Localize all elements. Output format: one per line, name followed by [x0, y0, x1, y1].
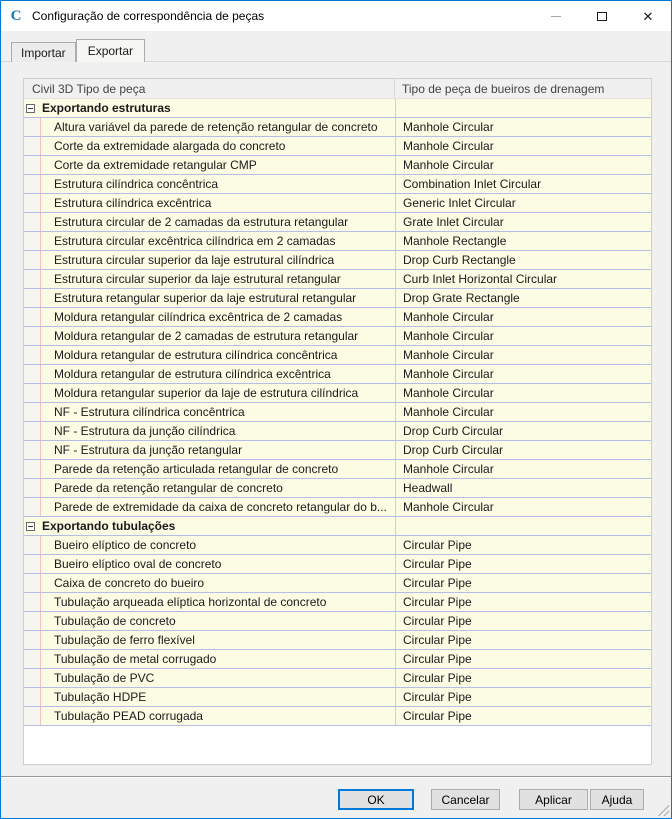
civil3d-part-cell[interactable]: Bueiro elíptico oval de concreto — [54, 557, 222, 571]
group-row — [24, 517, 651, 536]
resize-grip-icon[interactable] — [657, 804, 669, 816]
close-icon: ✕ — [642, 8, 654, 24]
table-row — [24, 574, 651, 593]
civil3d-part-cell[interactable]: Parede da retenção articulada retangular de concreto — [54, 462, 339, 476]
table-row — [24, 422, 651, 441]
civil3d-part-cell[interactable]: Moldura retangular cilíndrica excêntrica de 2 camadas — [54, 310, 343, 324]
drainage-part-cell[interactable]: Drop Curb Rectangle — [395, 251, 651, 269]
drainage-part-cell[interactable]: Manhole Circular — [395, 327, 651, 345]
row-gutter — [24, 688, 41, 706]
drainage-part-cell[interactable]: Circular Pipe — [395, 593, 651, 611]
table-row — [24, 308, 651, 327]
row-gutter — [24, 555, 41, 573]
row-gutter — [24, 498, 41, 516]
civil3d-part-cell[interactable]: Corte da extremidade alargada do concreto — [54, 139, 286, 153]
drainage-part-cell[interactable]: Manhole Circular — [395, 460, 651, 478]
drainage-part-cell[interactable]: Manhole Circular — [395, 118, 651, 136]
table-row — [24, 403, 651, 422]
group-empty-cell — [395, 99, 651, 117]
table-row — [24, 631, 651, 650]
civil3d-part-cell[interactable]: Estrutura cilíndrica concêntrica — [54, 177, 219, 191]
tab-importar[interactable]: Importar — [11, 42, 76, 62]
row-gutter — [24, 441, 41, 459]
row-gutter — [24, 631, 41, 649]
drainage-part-cell[interactable]: Circular Pipe — [395, 650, 651, 668]
row-gutter — [24, 175, 41, 193]
row-gutter — [24, 289, 41, 307]
caption-buttons — [533, 1, 671, 31]
drainage-part-cell[interactable]: Manhole Circular — [395, 498, 651, 516]
table-row — [24, 156, 651, 175]
civil3d-part-cell[interactable]: Moldura retangular de 2 camadas de estrutura retangular — [54, 329, 359, 343]
row-gutter — [24, 612, 41, 630]
civil3d-part-cell[interactable]: NF - Estrutura da junção retangular — [54, 443, 243, 457]
row-gutter — [24, 194, 41, 212]
row-gutter — [24, 707, 41, 725]
table-row — [24, 669, 651, 688]
column-header-drainage-part-type[interactable]: Tipo de peça de bueiros de drenagem — [402, 81, 605, 96]
drainage-part-cell[interactable]: Curb Inlet Horizontal Circular — [395, 270, 651, 288]
group-empty-cell — [395, 517, 651, 535]
table-row — [24, 498, 651, 517]
civil3d-part-cell[interactable]: Estrutura cilíndrica excêntrica — [54, 196, 212, 210]
civil3d-part-cell[interactable]: Estrutura circular superior da laje estrutural retangular — [54, 272, 341, 286]
row-gutter — [24, 213, 41, 231]
table-row — [24, 650, 651, 669]
group-label: Exportando tubulações — [42, 519, 176, 533]
table-row — [24, 460, 651, 479]
civil3d-part-cell[interactable]: Caixa de concreto do bueiro — [54, 576, 205, 590]
row-gutter — [24, 308, 41, 326]
table-row — [24, 175, 651, 194]
row-gutter — [24, 232, 41, 250]
drainage-part-cell[interactable]: Manhole Circular — [395, 308, 651, 326]
footer-divider — [1, 776, 671, 778]
civil3d-part-cell[interactable]: Tubulação arqueada elíptica horizontal de concreto — [54, 595, 327, 609]
tab-strip — [11, 39, 145, 62]
table-row — [24, 555, 651, 574]
civil3d-part-cell[interactable]: Tubulação HDPE — [54, 690, 147, 704]
drainage-part-cell[interactable]: Manhole Circular — [395, 346, 651, 364]
civil3d-part-cell[interactable]: Altura variável da parede de retenção retangular de concreto — [54, 120, 378, 134]
table-row — [24, 232, 651, 251]
drainage-part-cell[interactable]: Grate Inlet Circular — [395, 213, 651, 231]
row-gutter — [24, 156, 41, 174]
table-row — [24, 194, 651, 213]
drainage-part-cell[interactable]: Circular Pipe — [395, 536, 651, 554]
group-header-cell — [24, 99, 395, 117]
table-row — [24, 384, 651, 403]
civil3d-part-cell[interactable]: Tubulação de metal corrugado — [54, 652, 217, 666]
cancel-button[interactable]: Cancelar — [431, 789, 500, 810]
drainage-part-cell[interactable]: Combination Inlet Circular — [395, 175, 651, 193]
table-row — [24, 289, 651, 308]
table-row — [24, 612, 651, 631]
drainage-part-cell[interactable]: Circular Pipe — [395, 688, 651, 706]
row-gutter — [24, 479, 41, 497]
drainage-part-cell[interactable]: Manhole Circular — [395, 403, 651, 421]
row-gutter — [24, 251, 41, 269]
drainage-part-cell[interactable]: Circular Pipe — [395, 707, 651, 725]
civil3d-part-cell[interactable]: Parede de extremidade da caixa de concreto retangular do b... — [54, 500, 387, 514]
help-button[interactable]: Ajuda — [590, 789, 644, 810]
civil3d-part-cell[interactable]: Moldura retangular superior da laje de estrutura cilíndrica — [54, 386, 359, 400]
row-gutter — [24, 593, 41, 611]
civil3d-part-cell[interactable]: Estrutura retangular superior da laje estrutural retangular — [54, 291, 357, 305]
civil3d-part-cell[interactable]: Tubulação PEAD corrugada — [54, 709, 203, 723]
drainage-part-cell[interactable]: Drop Curb Circular — [395, 441, 651, 459]
drainage-part-cell[interactable]: Manhole Circular — [395, 156, 651, 174]
drainage-part-cell[interactable]: Circular Pipe — [395, 669, 651, 687]
collapse-minus-icon[interactable] — [26, 104, 35, 113]
table-row — [24, 327, 651, 346]
window-title: Configuração de correspondência de peças — [32, 9, 265, 23]
drainage-part-cell[interactable]: Manhole Rectangle — [395, 232, 651, 250]
drainage-part-cell[interactable]: Generic Inlet Circular — [395, 194, 651, 212]
row-gutter — [24, 118, 41, 136]
row-gutter — [24, 536, 41, 554]
maximize-button[interactable] — [579, 1, 625, 31]
civil3d-app-icon: C — [10, 8, 22, 24]
title-bar — [1, 1, 671, 31]
drainage-part-cell[interactable]: Drop Curb Circular — [395, 422, 651, 440]
close-button[interactable] — [625, 1, 671, 31]
table-row — [24, 707, 651, 726]
civil3d-part-cell[interactable]: Parede da retenção retangular de concreto — [54, 481, 283, 495]
row-gutter — [24, 346, 41, 364]
civil3d-part-cell[interactable]: Bueiro elíptico de concreto — [54, 538, 197, 552]
ok-button[interactable]: OK — [338, 789, 414, 810]
table-row — [24, 270, 651, 289]
maximize-icon — [597, 12, 607, 21]
drainage-part-cell[interactable]: Manhole Circular — [395, 137, 651, 155]
civil3d-part-cell[interactable]: Corte da extremidade retangular CMP — [54, 158, 257, 172]
row-gutter — [24, 384, 41, 402]
drainage-part-cell[interactable]: Manhole Circular — [395, 384, 651, 402]
table-row — [24, 346, 651, 365]
minimize-icon — [551, 16, 561, 17]
part-matching-table — [23, 78, 652, 765]
row-gutter — [24, 137, 41, 155]
civil3d-part-cell[interactable]: Tubulação de ferro flexível — [54, 633, 195, 647]
tab-exportar[interactable]: Exportar — [76, 39, 145, 62]
apply-button[interactable]: Aplicar — [519, 789, 588, 810]
drainage-part-cell[interactable]: Circular Pipe — [395, 612, 651, 630]
civil3d-part-cell[interactable]: Estrutura circular excêntrica cilíndrica em 2 camadas — [54, 234, 336, 248]
table-row — [24, 688, 651, 707]
group-label: Exportando estruturas — [42, 101, 171, 115]
table-row — [24, 441, 651, 460]
table-body — [24, 99, 651, 726]
collapse-minus-icon[interactable] — [26, 522, 35, 531]
drainage-part-cell[interactable]: Drop Grate Rectangle — [395, 289, 651, 307]
drainage-part-cell[interactable]: Headwall — [395, 479, 651, 497]
table-row — [24, 137, 651, 156]
row-gutter — [24, 460, 41, 478]
drainage-part-cell[interactable]: Circular Pipe — [395, 631, 651, 649]
civil3d-part-cell[interactable]: Estrutura circular superior da laje estrutural cilíndrica — [54, 253, 335, 267]
civil3d-part-cell[interactable]: Estrutura circular de 2 camadas da estrutura retangular — [54, 215, 349, 229]
drainage-part-cell[interactable]: Circular Pipe — [395, 574, 651, 592]
civil3d-part-cell[interactable]: Tubulação de PVC — [54, 671, 155, 685]
group-row — [24, 99, 651, 118]
group-header-cell — [24, 517, 395, 535]
row-gutter — [24, 650, 41, 668]
table-row — [24, 479, 651, 498]
table-row — [24, 118, 651, 137]
civil3d-part-cell[interactable]: NF - Estrutura da junção cilíndrica — [54, 424, 236, 438]
table-row — [24, 593, 651, 612]
minimize-button — [533, 1, 579, 31]
row-gutter — [24, 270, 41, 288]
row-gutter — [24, 365, 41, 383]
table-header — [24, 79, 651, 99]
civil3d-part-cell[interactable]: NF - Estrutura cilíndrica concêntrica — [54, 405, 245, 419]
column-header-civil3d-part-type[interactable]: Civil 3D Tipo de peça — [24, 79, 395, 98]
civil3d-part-cell[interactable]: Moldura retangular de estrutura cilíndrica concêntrica — [54, 348, 338, 362]
row-gutter — [24, 669, 41, 687]
row-gutter — [24, 327, 41, 345]
table-row — [24, 536, 651, 555]
table-row — [24, 251, 651, 270]
row-gutter — [24, 422, 41, 440]
drainage-part-cell[interactable]: Circular Pipe — [395, 555, 651, 573]
drainage-part-cell[interactable]: Manhole Circular — [395, 365, 651, 383]
civil3d-part-cell[interactable]: Moldura retangular de estrutura cilíndrica excêntrica — [54, 367, 331, 381]
table-row — [24, 213, 651, 232]
table-row — [24, 365, 651, 384]
row-gutter — [24, 574, 41, 592]
civil3d-part-cell[interactable]: Tubulação de concreto — [54, 614, 176, 628]
row-gutter — [24, 403, 41, 421]
